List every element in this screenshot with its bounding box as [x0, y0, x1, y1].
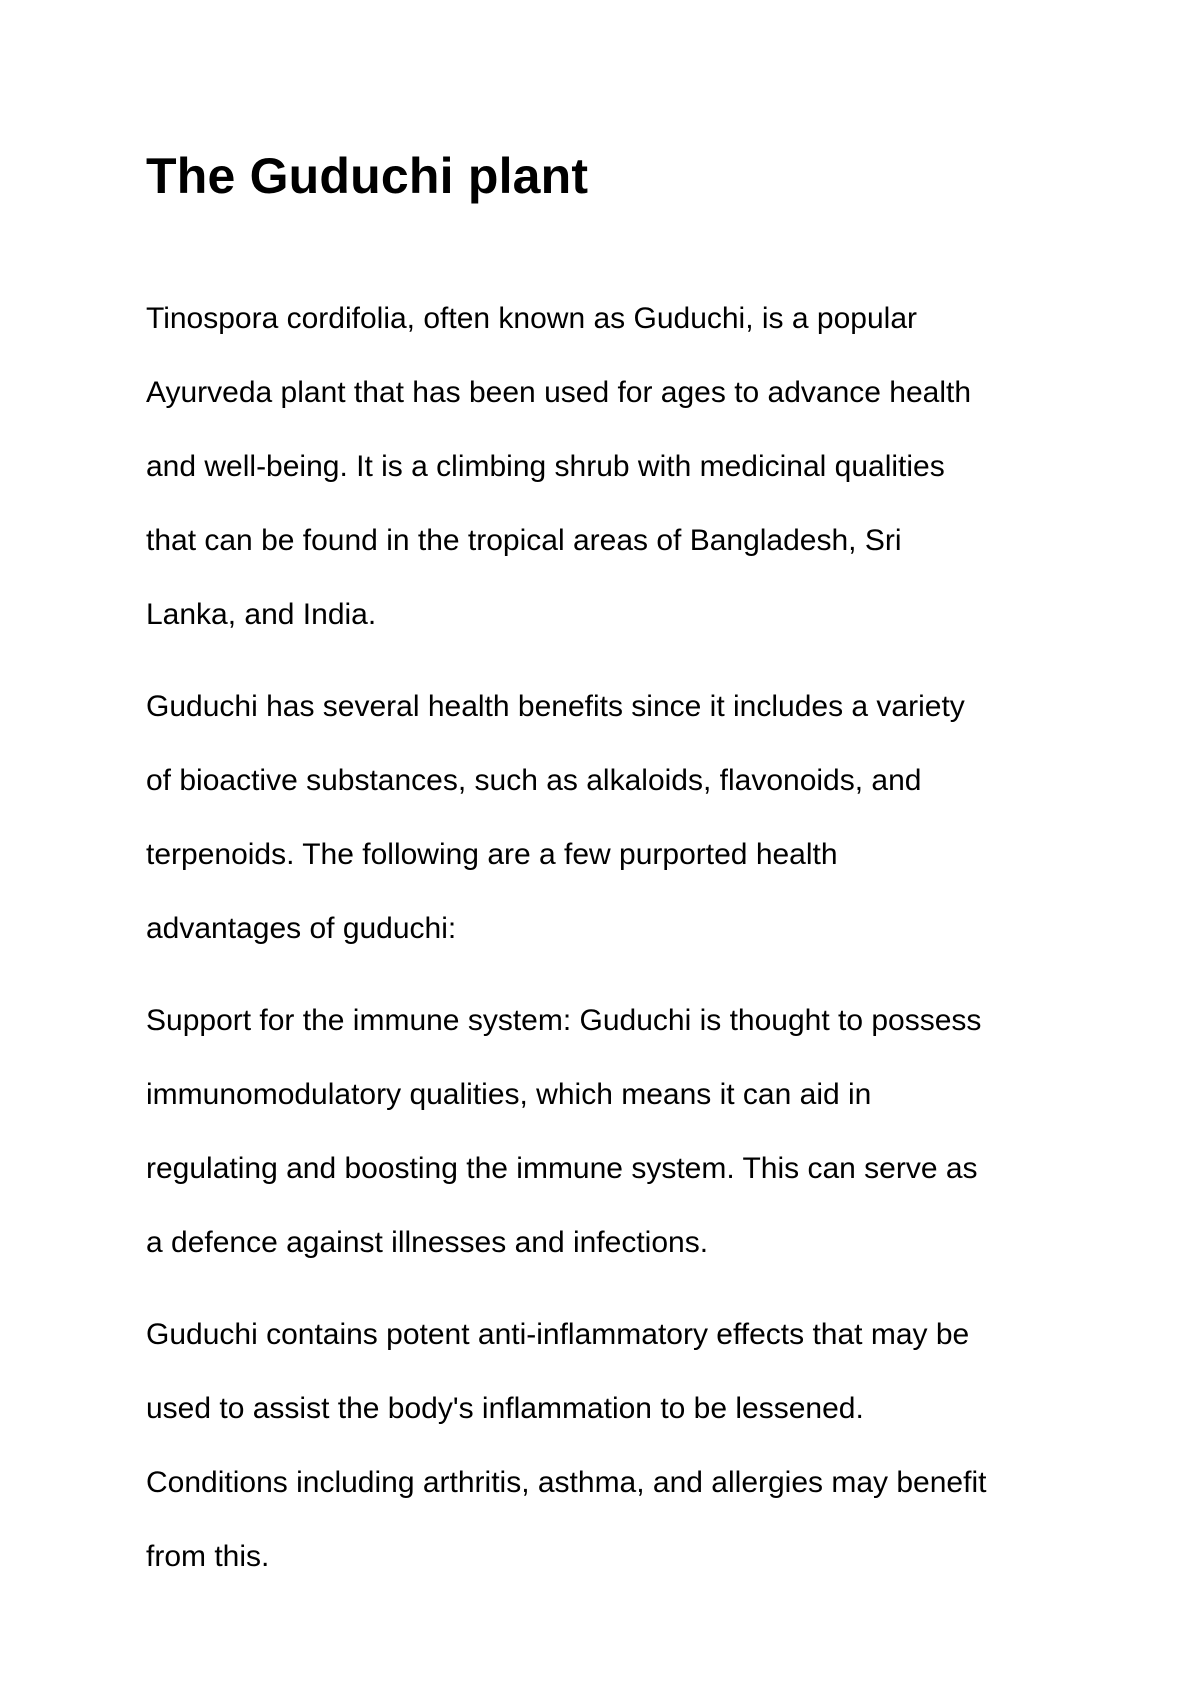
- paragraph-line: Guduchi has several health benefits since it includes a variety: [146, 690, 965, 723]
- paragraph-line: terpenoids. The following are a few purported health: [146, 838, 838, 871]
- paragraph-line: Lanka, and India.: [146, 598, 377, 631]
- paragraph-line: from this.: [146, 1540, 270, 1573]
- paragraph-line: Tinospora cordifolia, often known as Guduchi, is a popular: [146, 302, 917, 335]
- paragraph-line: regulating and boosting the immune system. This can serve as: [146, 1152, 978, 1185]
- paragraph-line: Support for the immune system: Guduchi is thought to possess: [146, 1004, 982, 1037]
- document-body: [146, 142, 1076, 1594]
- document-title: The Guduchi plant: [146, 148, 589, 204]
- paragraph-line: a defence against illnesses and infections.: [146, 1226, 709, 1259]
- paragraph-line: Ayurveda plant that has been used for ages to advance health: [146, 376, 972, 409]
- paragraph-immune-support: [146, 984, 1076, 1280]
- paragraph-line: that can be found in the tropical areas of Bangladesh, Sri: [146, 524, 902, 557]
- paragraph-line: advantages of guduchi:: [146, 912, 457, 945]
- paragraph-line: immunomodulatory qualities, which means it can aid in: [146, 1078, 872, 1111]
- paragraph-line: of bioactive substances, such as alkaloids, flavonoids, and: [146, 764, 922, 797]
- paragraph-line: Conditions including arthritis, asthma, and allergies may benefit: [146, 1466, 987, 1499]
- paragraph-line: used to assist the body's inflammation to be lessened.: [146, 1392, 864, 1425]
- paragraph-line: and well-being. It is a climbing shrub with medicinal qualities: [146, 450, 945, 483]
- paragraph-intro: [146, 282, 1076, 652]
- paragraph-line: Guduchi contains potent anti-inflammatory effects that may be: [146, 1318, 970, 1351]
- paragraph-anti-inflammatory: [146, 1298, 1076, 1594]
- paragraph-benefits: [146, 670, 1076, 966]
